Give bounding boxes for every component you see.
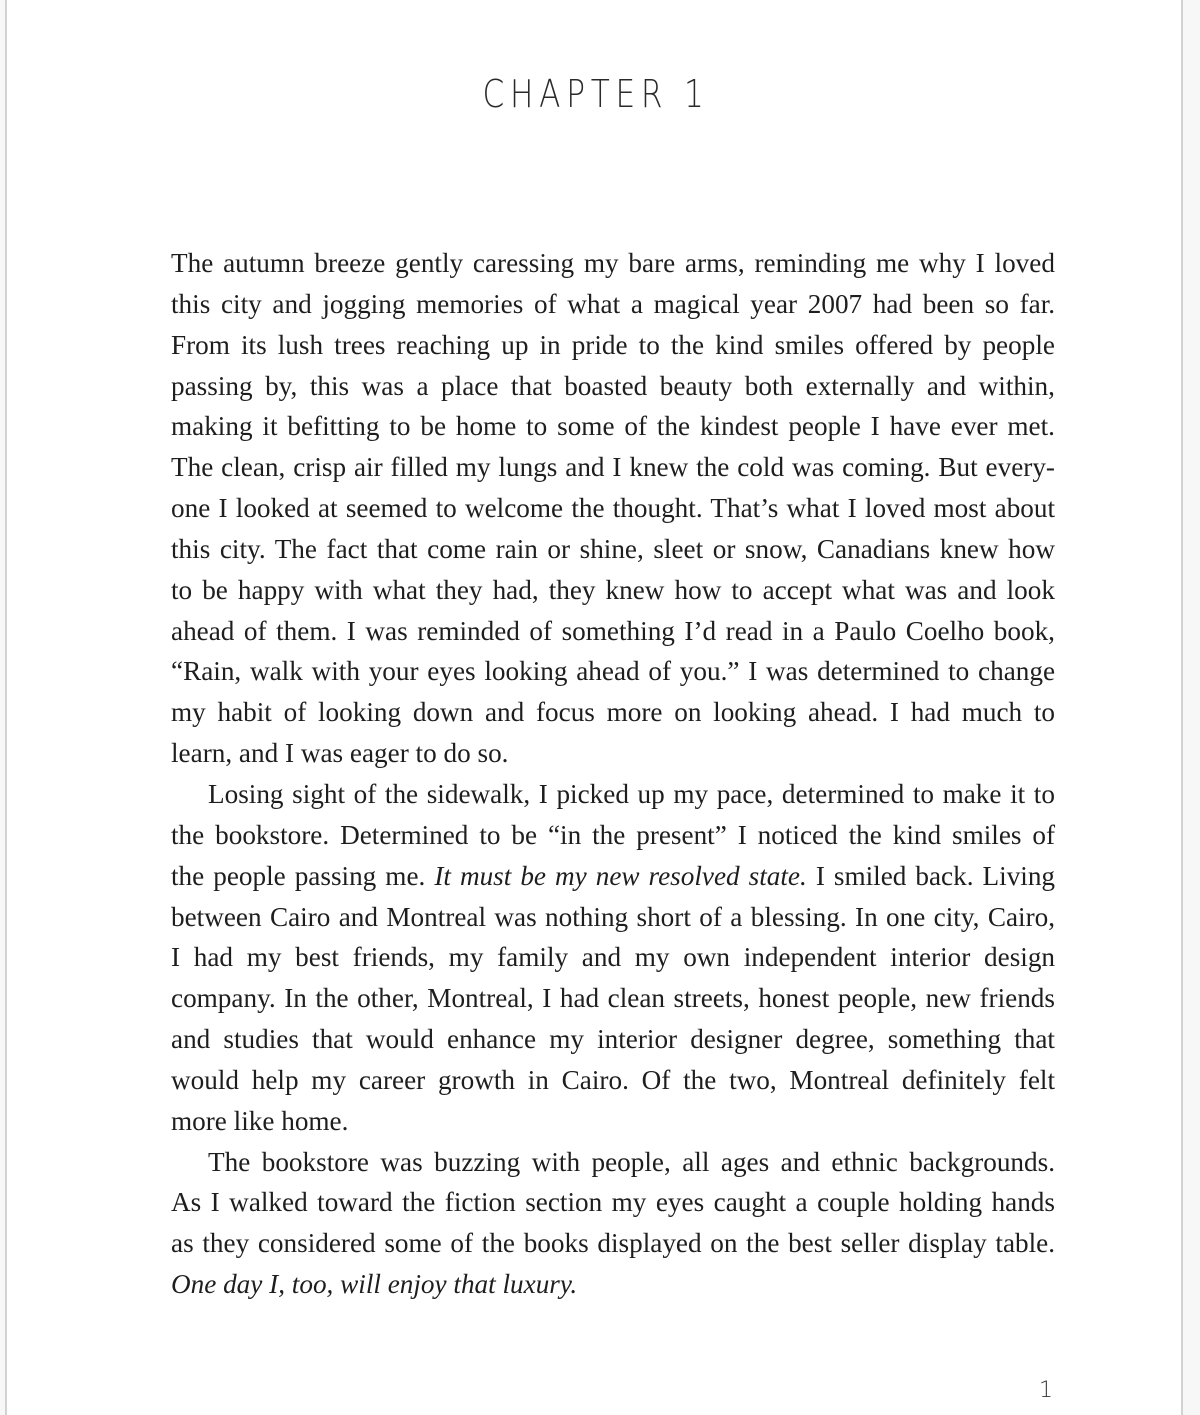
text-line: making it befitting to be home to some of the kindest people I have ever met. (171, 411, 1055, 442)
text-line: The autumn breeze gently caressing my bare arms, reminding me why I loved (171, 248, 1055, 278)
text-line: this city and jogging memories of what a magical year 2007 had been so far. (171, 288, 1056, 319)
text-line: the bookstore. Determined to be “in the present” I noticed the kind smiles of (171, 819, 1056, 850)
text-line: company. In the other, Montreal, I had clean streets, honest people, new friends (171, 983, 1055, 1014)
text-line: The bookstore was buzzing with people, all ages and ethnic backgrounds. (208, 1146, 1055, 1177)
paragraph (171, 1142, 1055, 1305)
chapter-body (171, 243, 1055, 1305)
text-line: Losing sight of the sidewalk, I picked up my pace, determined to make it to (208, 778, 1055, 809)
text-line: and studies that would enhance my interior designer degree, something that (171, 1024, 1055, 1055)
text-line: passing by, this was a place that boasted beauty both externally and within, (171, 370, 1055, 401)
text-line: as they considered some of the books displayed on the best seller display table. (171, 1228, 1056, 1259)
text-line: From its lush trees reaching up in pride to the kind smiles offered by people (171, 329, 1055, 360)
text-line: learn, and I was eager to do so. (171, 738, 509, 769)
page-number: 1 (1039, 1378, 1053, 1403)
italic-thought: It must be my new resolved state. (434, 860, 807, 891)
paragraph (171, 774, 1055, 1142)
text-line: I had my best friends, my family and my own independent interior design (171, 942, 1056, 973)
chapter-title: CHAPTER 1 (482, 72, 710, 116)
text-line: to be happy with what they had, they knew how to accept what was and look (171, 574, 1055, 605)
text-line: As I walked toward the fiction section my eyes caught a couple holding hands (171, 1187, 1055, 1218)
book-page (5, 0, 1183, 1415)
text-line: ahead of them. I was reminded of something I’d read in a Paulo Coelho book, (171, 615, 1055, 646)
text-run: I smiled back. Living (806, 860, 1056, 891)
text-line: my habit of looking down and focus more on looking ahead. I had much to (171, 697, 1056, 728)
text-line: between Cairo and Montreal was nothing short of a blessing. In one city, Cairo, (171, 901, 1056, 932)
paragraph (171, 243, 1055, 774)
text-line: would help my career growth in Cairo. Of the two, Montreal definitely felt (171, 1064, 1056, 1095)
text-run: the people passing me. (171, 860, 435, 891)
text-line: more like home. (171, 1105, 349, 1136)
italic-thought: One day I, too, will enjoy that luxury. (171, 1269, 578, 1300)
text-line: this city. The fact that come rain or shine, sleet or snow, Canadians knew how (171, 533, 1055, 564)
text-line: one I looked at seemed to welcome the thought. That’s what I loved most about (171, 493, 1056, 524)
text-line: “Rain, walk with your eyes looking ahead of you.” I was determined to change (171, 656, 1056, 687)
text-line (171, 856, 1055, 897)
text-line: The clean, crisp air filled my lungs and I knew the cold was coming. But every- (171, 452, 1055, 483)
